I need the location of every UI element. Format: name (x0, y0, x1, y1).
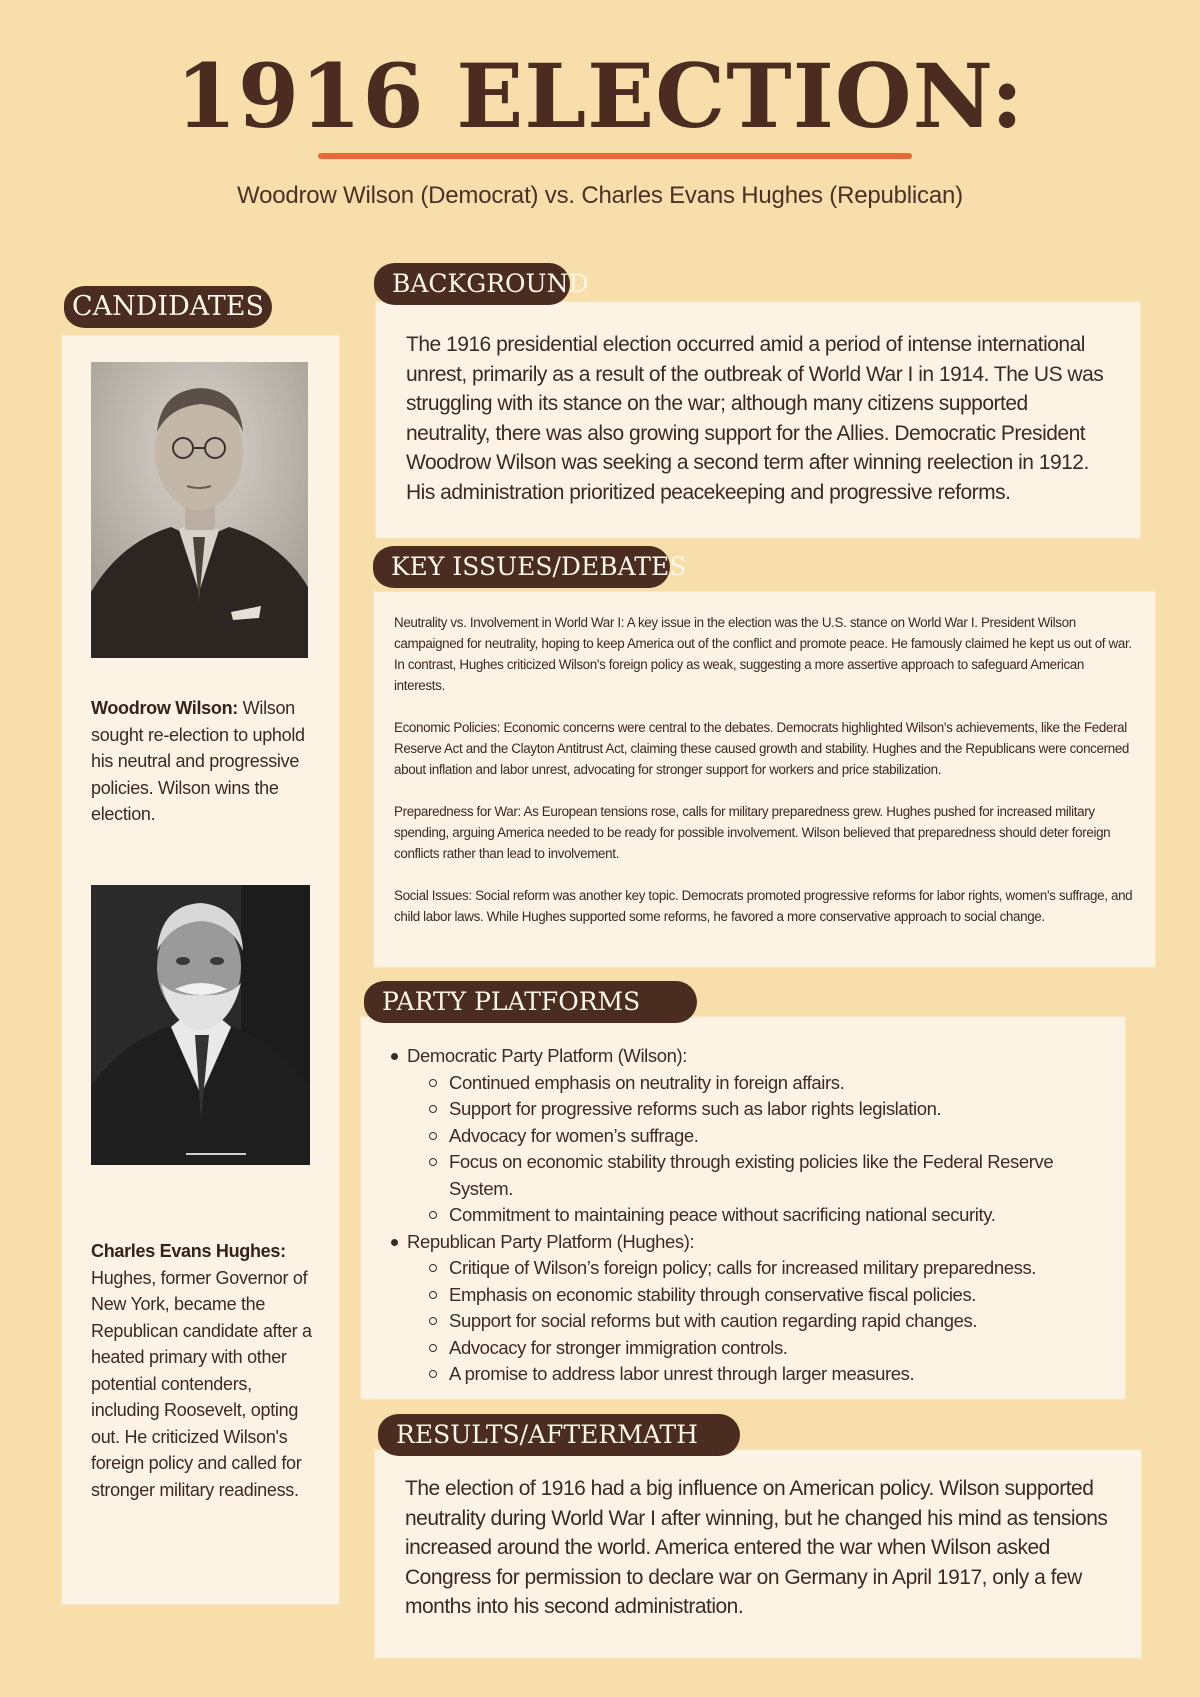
platform-item: Continued emphasis on neutrality in foreign affairs. (429, 1070, 1105, 1097)
key-issue-paragraph: Economic Policies: Economic concerns were central to the debates. Democrats highlighted Wilson's achievements, like the Federal Reserve Act and the Clayton Antitrust Act, claiming these caused growth and stability. Hughes and the Republicans were concerned about inflation and labor unrest, advocating for stronger support for workers and price stabilization. (394, 720, 1130, 777)
platform-item: Advocacy for women’s suffrage. (429, 1123, 1105, 1150)
platform-item: Support for social reforms but with caution regarding rapid changes. (429, 1308, 1105, 1335)
results-heading: RESULTS/AFTERMATH (378, 1414, 740, 1456)
title-underline (318, 153, 912, 159)
hughes-description (91, 1238, 316, 1503)
platform-item: A promise to address labor unrest through larger measures. (429, 1361, 1105, 1388)
background-card (376, 302, 1140, 538)
wilson-name: Woodrow Wilson: (91, 698, 238, 718)
platform-democratic-items (407, 1070, 1105, 1229)
platforms-card (361, 1017, 1125, 1399)
key-issues-heading: KEY ISSUES/DEBATES (373, 546, 670, 588)
hughes-portrait-image (91, 885, 310, 1165)
key-issues-card (374, 592, 1155, 967)
results-text: The election of 1916 had a big influence on American policy. Wilson supported neutrality during World War I after winning, but he changed his mind as tensions increased around the world. America entered the war when Wilson asked Congress for permission to declare war on Germany in April 1917, only a few months into his second administration. (405, 1477, 1108, 1618)
wilson-description (91, 695, 316, 828)
page-subtitle: Woodrow Wilson (Democrat) vs. Charles Evans Hughes (Republican) (237, 182, 963, 209)
platform-list (391, 1043, 1105, 1388)
key-issue-paragraph: Preparedness for War: As European tensions rose, calls for military preparedness grew. Hughes pushed for increased military spending, arguing America needed to be ready for possible involvement. Wilson believed that preparedness should deter foreign conflicts rather than lead to involvement. (394, 804, 1111, 861)
platform-item: Emphasis on economic stability through conservative fiscal policies. (429, 1282, 1105, 1309)
platform-republican (391, 1229, 1105, 1388)
hughes-text: Hughes, former Governor of New York, became the Republican candidate after a heated primary with other potential contenders, including Roosevelt, opting out. He criticized Wilson's foreign policy and called for stronger military readiness. (91, 1267, 312, 1500)
candidates-heading: CANDIDATES (64, 286, 272, 328)
wilson-photo (91, 362, 308, 658)
results-card (375, 1450, 1141, 1658)
platform-democratic (391, 1043, 1105, 1229)
platform-democratic-label: Democratic Party Platform (Wilson): (407, 1045, 687, 1066)
platform-republican-items (407, 1255, 1105, 1388)
hughes-photo (91, 885, 310, 1165)
platform-item: Support for progressive reforms such as labor rights legislation. (429, 1096, 1105, 1123)
platforms-heading: PARTY PLATFORMS (364, 981, 697, 1023)
platform-item: Commitment to maintaining peace without sacrificing national security. (429, 1202, 1105, 1229)
key-issue-paragraph: Neutrality vs. Involvement in World War I: A key issue in the election was the U.S. stance on World War I. President Wilson campaigned for neutrality, hoping to keep America out of the conflict and promote peace. He famously claimed he kept us out of war. In contrast, Hughes criticized Wilson's foreign policy as weak, suggesting a more assertive approach to safeguard American interests. (394, 615, 1132, 693)
platform-item: Focus on economic stability through existing policies like the Federal Reserve System. (429, 1149, 1105, 1202)
wilson-text: Wilson sought re-election to uphold his neutral and progressive policies. Wilson wins the election. (91, 698, 305, 824)
key-issue-paragraph: Social Issues: Social reform was another key topic. Democrats promoted progressive reforms for labor rights, women's suffrage, and child labor laws. While Hughes supported some reforms, he favored a more conservative approach to social change. (394, 888, 1133, 924)
page-title: 1916 ELECTION: (175, 44, 1025, 148)
wilson-portrait-image (91, 362, 308, 658)
platform-republican-label: Republican Party Platform (Hughes): (407, 1230, 695, 1252)
background-heading: BACKGROUND (374, 263, 570, 305)
background-text: The 1916 presidential election occurred amid a period of intense international unrest, primarily as a result of the outbreak of World War I in 1914. The US was struggling with its stance on the war; although many citizens supported neutrality, there was also growing support for the Allies. Democratic President Woodrow Wilson was seeking a second term after winning reelection in 1912. His administration prioritized peacekeeping and progressive reforms. (406, 333, 1104, 504)
platform-item: Critique of Wilson’s foreign policy; calls for increased military preparedness. (429, 1255, 1105, 1282)
platform-item: Advocacy for stronger immigration controls. (429, 1335, 1105, 1362)
hughes-name: Charles Evans Hughes: (91, 1241, 286, 1261)
